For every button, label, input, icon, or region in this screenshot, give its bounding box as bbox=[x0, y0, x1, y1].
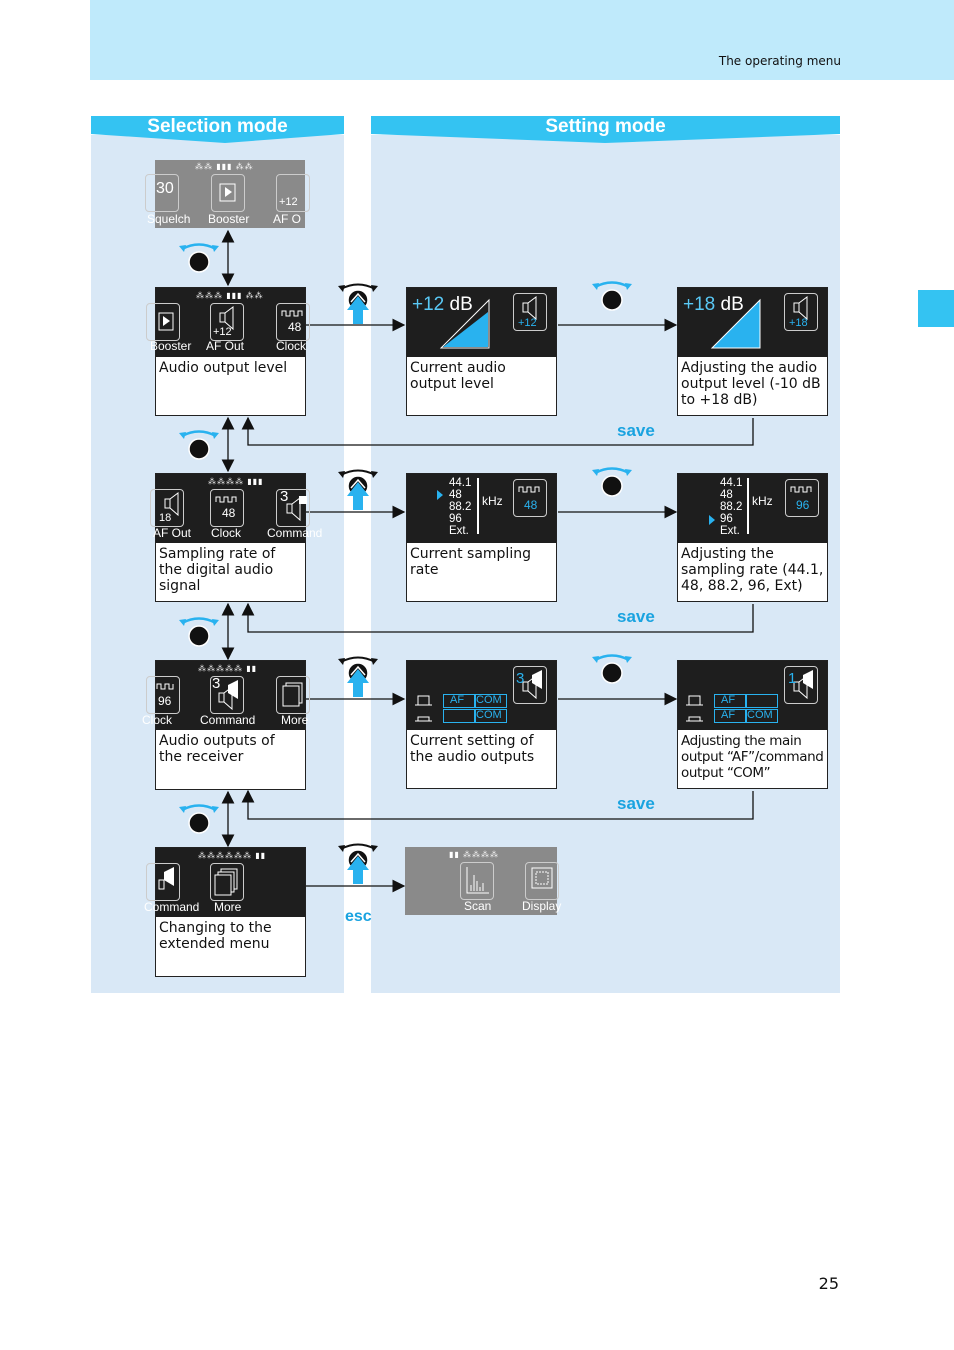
menu-label: Clock bbox=[211, 526, 242, 540]
jog-dial-turn-icon bbox=[178, 614, 222, 648]
rate-list bbox=[449, 477, 471, 537]
icon-value: 1 bbox=[788, 670, 797, 687]
status-dots: ⁂⁂⁂⁂⁂ ▮▮ bbox=[198, 664, 258, 673]
menu-label: Clock bbox=[142, 713, 173, 727]
menu-label: AF Out bbox=[206, 339, 245, 353]
booster-icon bbox=[146, 303, 180, 341]
menu-value: 96 bbox=[158, 694, 172, 708]
jog-dial-turn-icon bbox=[178, 427, 222, 461]
rate-option: 44.1 bbox=[720, 477, 743, 489]
rate-unit: kHz bbox=[752, 494, 773, 508]
rate-option: 88.2 bbox=[720, 501, 743, 513]
menu-value: 3 bbox=[212, 675, 221, 692]
caption: Adjusting the main output “AF”/command output “COM” bbox=[681, 733, 824, 781]
jog-dial-press-icon bbox=[337, 840, 381, 886]
output-jack-icon bbox=[415, 693, 433, 725]
output-cell: COM bbox=[746, 709, 778, 723]
menu-label: Clock bbox=[276, 339, 307, 353]
adjust-sampling-rate-box bbox=[677, 473, 828, 602]
audio-output-level-box bbox=[150, 287, 307, 416]
jog-dial-turn-icon bbox=[178, 801, 222, 835]
rate-option: Ext. bbox=[720, 525, 740, 537]
caption: Sampling rate of the digital audio signal bbox=[159, 546, 276, 594]
level-ramp-icon bbox=[439, 298, 491, 350]
caption: Current setting of the audio outputs bbox=[410, 733, 535, 765]
rate-option: 48 bbox=[720, 489, 733, 501]
output-cell: AF bbox=[443, 694, 475, 708]
menu-label: Booster bbox=[150, 339, 192, 353]
menu-label: Display bbox=[522, 899, 562, 913]
page-number: 25 bbox=[818, 1274, 839, 1293]
rate-divider bbox=[747, 478, 749, 534]
menu-label: AF Out bbox=[153, 526, 192, 540]
save-label: save bbox=[617, 421, 655, 440]
setting-screen bbox=[407, 474, 556, 543]
menu-value: 3 bbox=[280, 488, 289, 505]
extended-menu-box bbox=[144, 847, 306, 977]
save-label: save bbox=[617, 607, 655, 626]
caption: Audio output level bbox=[159, 360, 288, 376]
setting-screen bbox=[678, 474, 827, 543]
jog-dial-press-icon bbox=[337, 466, 381, 512]
extended-menu-screen bbox=[405, 847, 562, 915]
preview-label: Booster bbox=[208, 212, 250, 226]
section-title: The operating menu bbox=[718, 54, 841, 68]
jog-dial-turn-icon bbox=[591, 464, 635, 498]
icon-value: 48 bbox=[524, 498, 538, 512]
preview-value: 30 bbox=[156, 180, 174, 197]
selection-screen bbox=[144, 848, 305, 917]
menu-value: 48 bbox=[222, 506, 236, 520]
menu-label: Command bbox=[267, 526, 323, 540]
current-audio-outputs-box bbox=[406, 660, 557, 789]
menu-label: Command bbox=[200, 713, 256, 727]
level-value: +18 dB bbox=[683, 294, 744, 315]
menu-value: 18 bbox=[159, 512, 172, 524]
selection-marker-icon bbox=[709, 515, 715, 525]
sampling-rate-box bbox=[153, 473, 323, 602]
command-icon bbox=[146, 863, 180, 901]
rate-option: 44.1 bbox=[449, 477, 472, 489]
audio-outputs-box bbox=[142, 660, 309, 790]
menu-preview-screen bbox=[147, 160, 305, 228]
jog-dial-turn-icon bbox=[591, 651, 635, 685]
current-audio-level-box bbox=[406, 287, 557, 416]
status-dots: ⁂⁂ ▮▮▮ ⁂⁂ bbox=[195, 162, 254, 171]
jog-dial-turn-icon bbox=[178, 240, 222, 274]
rate-option: 96 bbox=[720, 513, 733, 525]
esc-label: esc bbox=[345, 908, 372, 925]
scan-icon bbox=[460, 862, 494, 900]
selection-screen bbox=[142, 661, 309, 730]
more-icon bbox=[210, 863, 244, 901]
preview-label: Squelch bbox=[147, 212, 191, 226]
jog-dial-press-icon bbox=[337, 280, 381, 326]
menu-value: +12 bbox=[213, 326, 232, 338]
display-icon bbox=[525, 862, 559, 900]
more-icon bbox=[276, 676, 310, 714]
save-label: save bbox=[617, 794, 655, 813]
caption: Adjusting the sampling rate (44.1, 48, 88.2, 96, Ext) bbox=[681, 546, 824, 594]
setting-mode-title: Setting mode bbox=[545, 116, 666, 137]
rate-unit: kHz bbox=[482, 494, 503, 508]
adjust-audio-outputs-box bbox=[677, 660, 828, 789]
output-cell: COM bbox=[475, 694, 507, 708]
setting-screen bbox=[407, 661, 556, 730]
preview-value: +12 bbox=[279, 196, 298, 208]
selection-mode-title: Selection mode bbox=[147, 116, 288, 137]
jog-dial-press-icon bbox=[337, 653, 381, 699]
output-jack-icon bbox=[686, 693, 704, 725]
menu-label: More bbox=[281, 713, 309, 727]
adjust-audio-level-box bbox=[677, 287, 828, 416]
selection-screen bbox=[153, 474, 323, 543]
current-sampling-rate-box bbox=[406, 473, 557, 602]
menu-label: Scan bbox=[464, 899, 492, 913]
preview-label: AF O bbox=[273, 212, 302, 226]
menu-value: 48 bbox=[288, 320, 302, 334]
rate-option: 48 bbox=[449, 489, 462, 501]
menu-label: More bbox=[214, 900, 242, 914]
rate-option: Ext. bbox=[449, 525, 469, 537]
status-dots: ⁂⁂⁂ ▮▮▮ ⁂⁂ bbox=[196, 291, 264, 300]
icon-value: 3 bbox=[516, 670, 525, 687]
jog-dial-turn-icon bbox=[591, 278, 635, 312]
setting-screen bbox=[678, 288, 827, 357]
status-dots: ⁂⁂⁂⁂⁂⁂ ▮▮ bbox=[198, 851, 267, 860]
selection-screen bbox=[150, 288, 307, 357]
output-cell: AF bbox=[714, 694, 746, 708]
menu-label: Command bbox=[144, 900, 200, 914]
setting-screen bbox=[407, 288, 556, 357]
status-dots: ⁂⁂⁂⁂ ▮▮▮ bbox=[208, 477, 264, 486]
caption: Current sampling rate bbox=[410, 546, 531, 578]
output-cell bbox=[443, 709, 475, 723]
rate-option: 88.2 bbox=[449, 501, 472, 513]
booster-icon bbox=[211, 174, 245, 212]
rate-list bbox=[720, 477, 742, 537]
output-cell bbox=[746, 694, 778, 708]
icon-value: +18 bbox=[789, 317, 808, 329]
level-value: +12 dB bbox=[412, 294, 473, 315]
output-cell: AF bbox=[714, 709, 746, 723]
caption: Adjusting the audio output level (-10 dB to +18 dB) bbox=[681, 360, 821, 408]
rate-option: 96 bbox=[449, 513, 462, 525]
caption: Audio outputs of the receiver bbox=[159, 733, 275, 765]
status-dots: ▮▮ ⁂⁂⁂⁂ bbox=[449, 850, 500, 859]
rate-divider bbox=[477, 478, 479, 534]
icon-value: 96 bbox=[796, 498, 810, 512]
setting-screen bbox=[678, 661, 827, 730]
output-cell: COM bbox=[475, 709, 507, 723]
icon-value: +12 bbox=[518, 317, 537, 329]
caption: Current audio output level bbox=[410, 360, 506, 392]
level-ramp-icon bbox=[710, 298, 762, 350]
selection-marker-icon bbox=[437, 490, 443, 500]
caption: Changing to the extended menu bbox=[159, 920, 272, 952]
